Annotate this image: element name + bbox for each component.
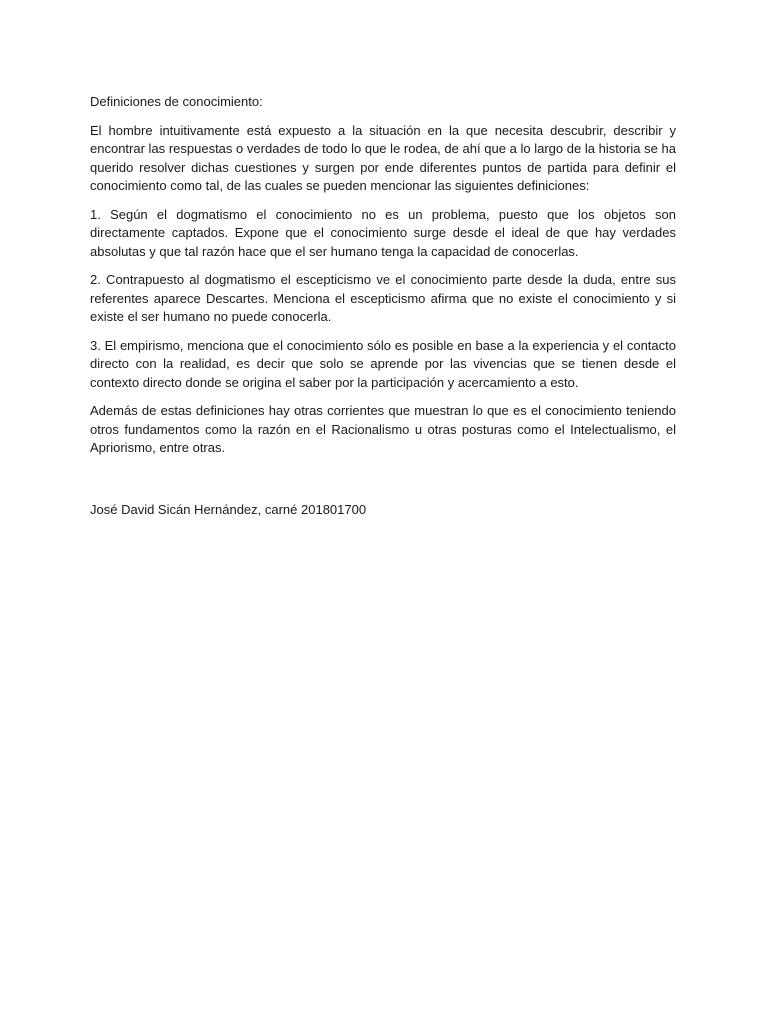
document-body (90, 93, 676, 517)
document-title: Definiciones de conocimiento: (90, 94, 263, 109)
empirismo-paragraph: 3. El empirismo, menciona que el conocimiento sólo es posible en base a la experiencia y el contacto directo con la realidad, es decir que solo se aprende por las vivencias que se tienen desde el contexto directo donde se origina el saber por la participación y acercamiento a esto. (90, 337, 676, 390)
dogmatismo-paragraph: 1. Según el dogmatismo el conocimiento no es un problema, puesto que los objetos son directamente captados. Expone que el conocimiento surge desde el ideal de que hay verdades absolutas y que tal razón hace que el ser humano tenga la capacidad de conocerlas. (90, 206, 676, 259)
escepticismo-paragraph: 2. Contrapuesto al dogmatismo el escepticismo ve el conocimiento parte desde la duda, entre sus referentes aparece Descartes. Menciona el escepticismo afirma que no existe el conocimiento y si existe el ser humano no puede conocerla. (90, 272, 676, 324)
author-signature: José David Sicán Hernández, carné 201801700 (90, 502, 367, 517)
conclusion-paragraph: Además de estas definiciones hay otras corrientes que muestran lo que es el conocimiento teniendo otros fundamentos como la razón en el Racionalismo u otras posturas como el Intelectualismo, el Apriorismo, entre otras. (90, 403, 676, 455)
intro-paragraph: El hombre intuitivamente está expuesto a la situación en la que necesita descubrir, describir y encontrar las respuestas o verdades de todo lo que le rodea, de ahí que a lo largo de la historia se ha querido resolver dichas cuestiones y surgen por ende diferentes puntos de partida para definir el conocimiento como tal, de las cuales se pueden mencionar las siguientes definiciones: (90, 122, 676, 193)
